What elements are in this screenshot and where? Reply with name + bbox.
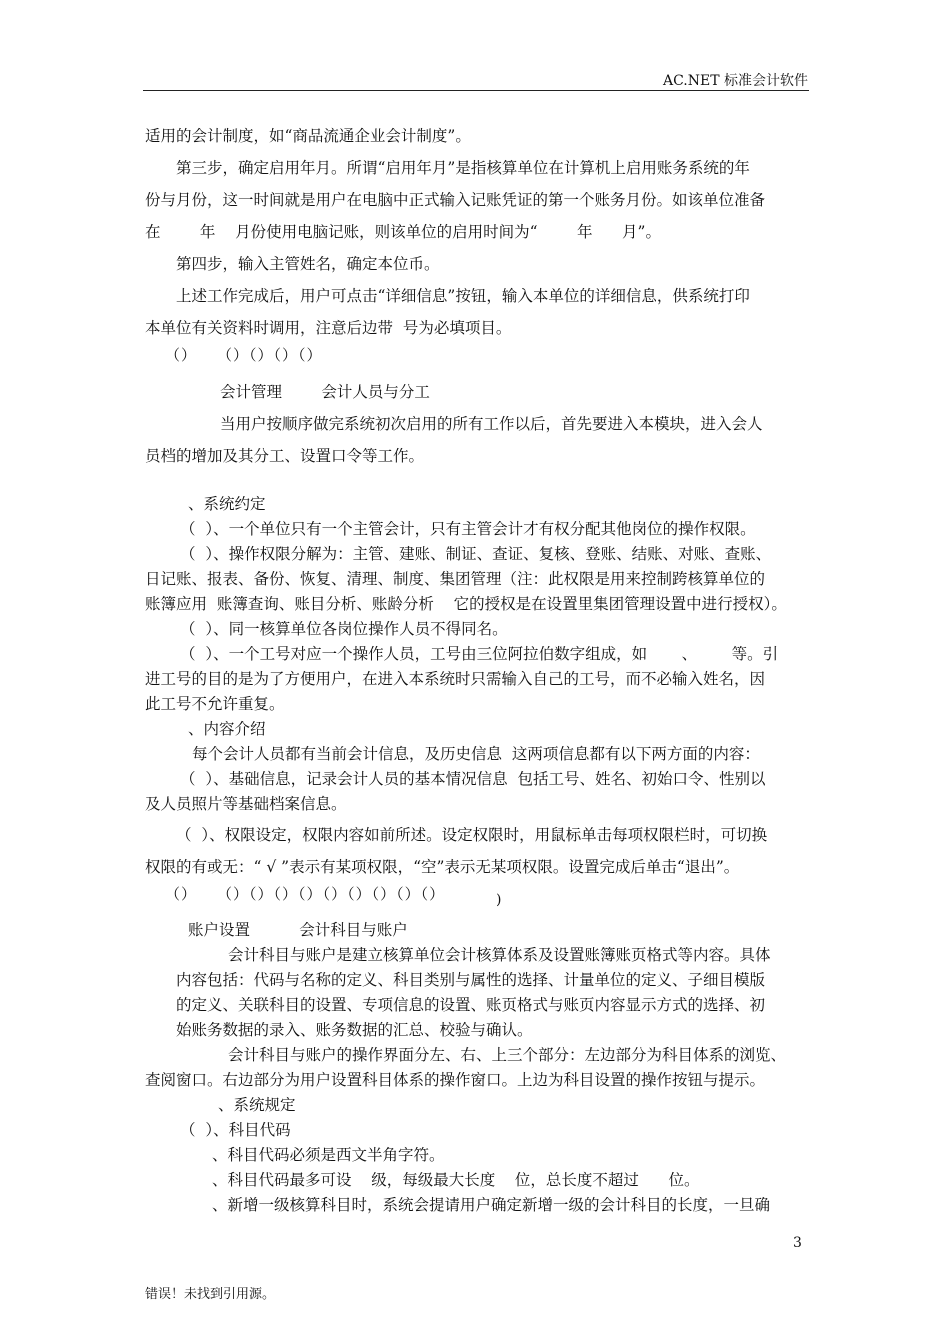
- body-line: 当用户按顺序做完系统初次启用的所有工作以后，首先要进入本模块，进入会人: [220, 415, 763, 433]
- body-line: （ ）、科目代码: [180, 1121, 291, 1139]
- body-line: 此工号不允许重复。: [145, 695, 285, 713]
- body-line: 、科目代码必须是西文半角字符。: [212, 1146, 445, 1164]
- body-line: 、内容介绍: [188, 720, 266, 738]
- body-line: 的定义、关联科目的设置、专项信息的设置、账页格式与账页内容显示方式的选择、初: [176, 996, 766, 1014]
- body-line: （ ）、一个单位只有一个主管会计，只有主管会计才有权分配其他岗位的操作权限。: [180, 520, 756, 538]
- body-line: 每个会计人员都有当前会计信息，及历史信息 这两项信息都有以下两方面的内容：: [192, 745, 760, 763]
- body-line: 会计科目与账户是建立核算单位会计核算体系及设置账簿账页格式等内容。具体: [228, 946, 771, 964]
- body-line: 日记账、报表、备份、恢复、清理、制度、集团管理（注：此权限是用来控制跨核算单位的: [145, 570, 766, 588]
- body-line: 内容包括：代码与名称的定义、科目类别与属性的选择、计量单位的定义、子细目模版: [176, 971, 766, 989]
- body-line: 上述工作完成后，用户可点击“详细信息”按钮，输入本单位的详细信息，供系统打印: [176, 287, 750, 305]
- body-line: 账簿应用 账簿查询、账目分析、账龄分析 它的授权是在设置里集团管理设置中进行授权）。: [145, 595, 787, 613]
- footer-error-text: 错误！未找到引用源。: [145, 1287, 276, 1302]
- body-line: 份与月份，这一时间就是用户在电脑中正式输入记账凭证的第一个账务月份。如该单位准备: [145, 191, 766, 209]
- header-rule: [143, 90, 809, 91]
- body-line: （ ）、同一核算单位各岗位操作人员不得同名。: [180, 620, 508, 638]
- body-line: （ ）、权限设定，权限内容如前所述。设定权限时，用鼠标单击每项权限栏时，可切换: [176, 826, 768, 844]
- body-line: （ ）、基础信息，记录会计人员的基本情况信息 包括工号、姓名、初始口令、性别以: [180, 770, 766, 788]
- body-line: 账户设置 会计科目与账户: [188, 921, 408, 939]
- body-line: 会计管理 会计人员与分工: [220, 383, 430, 401]
- page-number: 3: [793, 1235, 802, 1251]
- body-line: 及人员照片等基础档案信息。: [145, 795, 347, 813]
- body-line: 、系统约定: [188, 495, 266, 513]
- body-line: 本单位有关资料时调用，注意后边带 号为必填项目。: [145, 319, 512, 337]
- page-header-title: AC.NET 标准会计软件: [662, 73, 808, 89]
- section-heading: （） （）（）（）（）: [165, 346, 323, 364]
- body-line: 始账务数据的录入、账务数据的汇总、校验与确认。: [176, 1021, 533, 1039]
- body-line: 会计科目与账户的操作界面分左、右、上三个部分：左边部分为科目体系的浏览、: [228, 1046, 787, 1064]
- body-line: （ ）、一个工号对应一个操作人员，工号由三位阿拉伯数字组成，如 、 等。引: [180, 645, 779, 663]
- body-line: 员档的增加及其分工、设置口令等工作。: [145, 447, 425, 465]
- body-line: 适用的会计制度，如“商品流通企业会计制度”。: [145, 127, 471, 145]
- body-line: 、系统规定: [218, 1096, 296, 1114]
- body-line: 、新增一级核算科目时，系统会提请用户确定新增一级的会计科目的长度，一旦确: [212, 1196, 771, 1214]
- body-line: 在 年 月份使用电脑记账，则该单位的启用时间为“ 年 月”。: [145, 223, 661, 241]
- body-line: （ ）、操作权限分解为：主管、建账、制证、查证、复核、登账、结账、对账、查账、: [180, 545, 772, 563]
- stray-parenthesis: ): [496, 892, 502, 908]
- section-heading: （） （）（）（）（）（）（）（）（）（）: [165, 885, 446, 903]
- body-line: 查阅窗口。右边部分为用户设置科目体系的操作窗口。上边为科目设置的操作按钮与提示。: [145, 1071, 766, 1089]
- body-line: 进工号的目的是为了方便用户，在进入本系统时只需输入自己的工号，而不必输入姓名，因: [145, 670, 766, 688]
- body-line: 第三步，确定启用年月。所谓“启用年月”是指核算单位在计算机上启用账务系统的年: [176, 159, 750, 177]
- body-line: 、科目代码最多可设 级，每级最大长度 位，总长度不超过 位。: [212, 1171, 700, 1189]
- body-line: 第四步，输入主管姓名，确定本位币。: [176, 255, 440, 273]
- body-line: 权限的有或无：“ √ ”表示有某项权限，“空”表示无某项权限。设置完成后单击“退出”。: [145, 858, 740, 876]
